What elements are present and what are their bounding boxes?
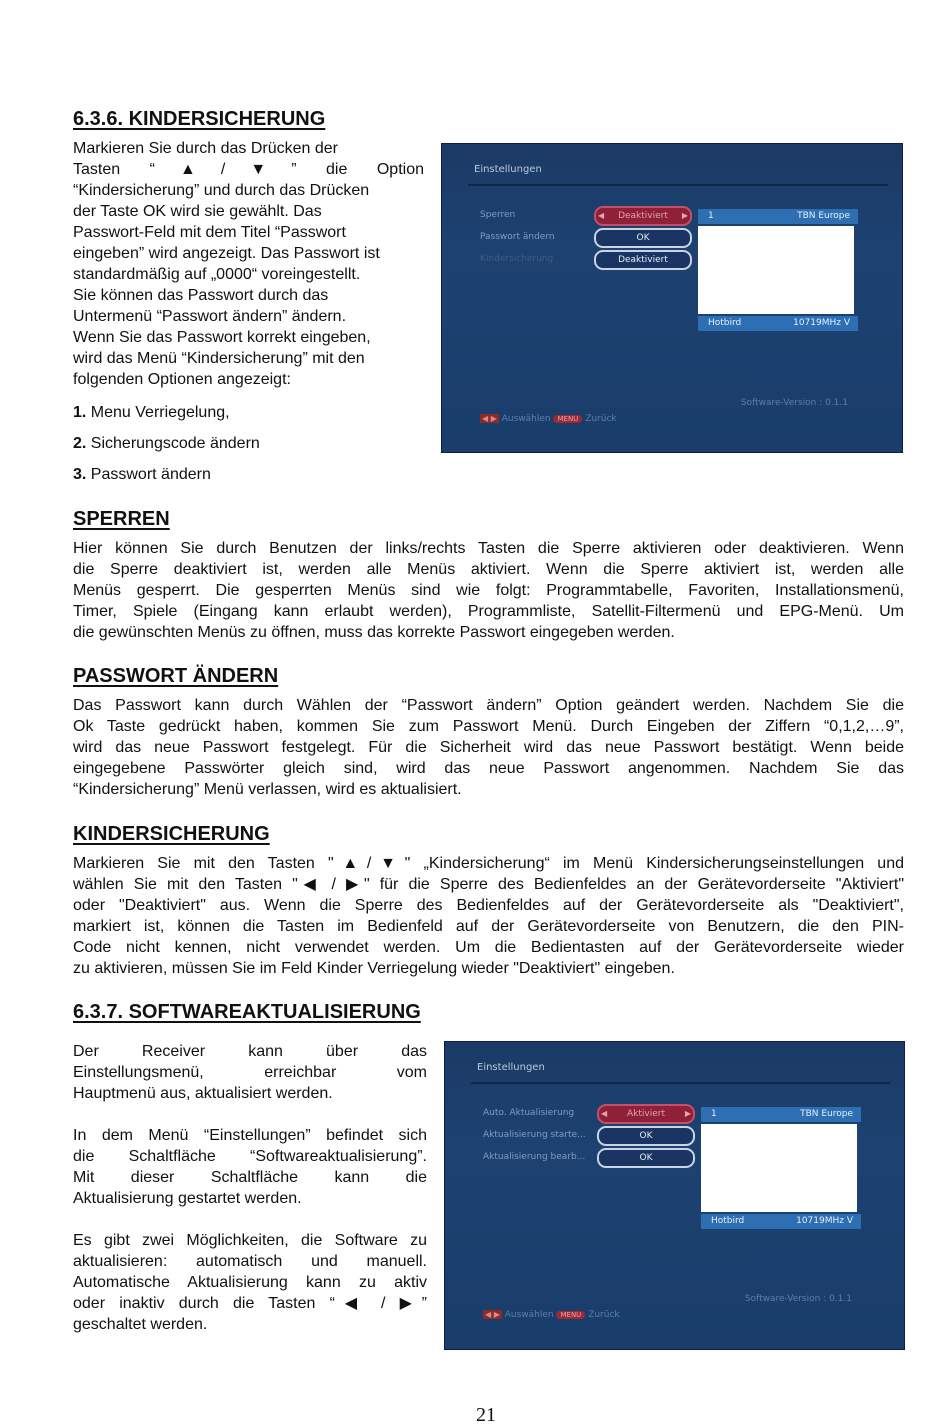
menu-key-icon: MENU xyxy=(556,1311,585,1319)
section-heading-kindersicherung-2: KINDERSICHERUNG xyxy=(73,823,270,845)
footer-select-label: Auswählen xyxy=(504,1310,554,1320)
menu-label: Aktualisierung starte... xyxy=(483,1130,586,1140)
channel-bar-bottom xyxy=(698,316,858,331)
text-line: folgenden Optionen angezeigt: xyxy=(73,371,291,388)
page-number: 21 xyxy=(476,1404,496,1426)
list-item xyxy=(73,464,211,485)
text-line: Markieren Sie durch das Drücken der xyxy=(73,140,339,157)
text-line: Der Receiver kann über das xyxy=(73,1043,427,1060)
text-line: Markieren Sie mit den Tasten "▲/▼" „Kindersicherung“ im Menü Kindersicherungseinstellungen und xyxy=(73,855,904,872)
text-line: wird das neue Passwort festgelegt. Für die Sicherheit wird das neue Passwort bestätigt. Wenn beide xyxy=(73,739,904,756)
intro-paragraph xyxy=(73,138,424,390)
text-line: wird das Menü “Kindersicherung” mit den xyxy=(73,350,365,367)
text-line: Untermenü “Passwort ändern” ändern. xyxy=(73,308,347,325)
text-line: Einstellungsmenü, erreichbar vom xyxy=(73,1064,427,1081)
menu-key-icon: MENU xyxy=(553,415,582,423)
channel-number: 1 xyxy=(711,1109,717,1119)
screen-footer xyxy=(480,414,617,424)
arrow-keys-icon: ◀ ▶ xyxy=(482,414,497,423)
screen-title: Einstellungen xyxy=(477,1062,545,1073)
kinder-paragraph xyxy=(73,853,904,979)
text-line: geschaltet werden. xyxy=(73,1316,208,1333)
text-line: eingegebene Passwörter gleich sind, wird das neue Passwort angenommen. Nachdem Sie das xyxy=(73,760,904,777)
option-pill-selected: ◀ Deaktiviert ▶ xyxy=(594,206,692,226)
settings-screenshot-kindersicherung xyxy=(441,143,903,453)
option-pill: Deaktiviert xyxy=(594,250,692,270)
software-version: Software-Version : 0.1.1 xyxy=(740,398,848,408)
screen-title: Einstellungen xyxy=(474,164,542,175)
text-line: Code nicht kennen, nicht verwendet werden. Um die Bedientasten auf der Gerätevorderseite wieder xyxy=(73,939,904,956)
text-line: oder "Deaktiviert" aus. Wenn die Sperre des Bedienfeldes auf der Gerätevorderseite als "Deaktiviert", xyxy=(73,897,904,914)
text-line: aktualisieren: automatisch und manuell. xyxy=(73,1253,427,1270)
section-heading-softwareaktualisierung: 6.3.7. SOFTWAREAKTUALISIERUNG xyxy=(73,1001,421,1023)
text-line: Ok Taste gedrückt haben, kommen Sie zum Passwort Menü. Durch Eingeben der Ziffern “0,1,2,…9”, xyxy=(73,718,904,735)
text-line: eingeben” wird angezeigt. Das Passwort ist xyxy=(73,245,380,262)
text-line: wählen Sie mit den Tasten "◀ / ▶" für die Sperre des Bedienfeldes an der Gerätevorderseite "Aktiviert" xyxy=(73,876,904,893)
text-line: zu aktivieren, müssen Sie im Feld Kinder Verriegelung wieder "Deaktiviert" eingeben. xyxy=(73,960,675,977)
list-text: Menu Verriegelung, xyxy=(90,404,230,421)
list-text: Sicherungscode ändern xyxy=(90,435,260,452)
software-version: Software-Version : 0.1.1 xyxy=(744,1294,852,1304)
channel-bar-top xyxy=(701,1107,861,1122)
screen-footer xyxy=(483,1310,620,1320)
text-line: Das Passwort kann durch Wählen der “Passwort ändern” Option geändert werden. Nachdem Sie die xyxy=(73,697,904,714)
menu-label: Passwort ändern xyxy=(480,232,555,242)
channel-number: 1 xyxy=(708,211,714,221)
option-pill: OK xyxy=(597,1126,695,1146)
text-line: die Sperre deaktiviert ist, werden alle Menüs aktiviert. Wenn die Sperre aktiviert ist, werden alle xyxy=(73,561,904,578)
text-line: Timer, Spiele (Eingang kann erlaubt werden), Programmliste, Satellit-Filtermenü und EPG-Menü. Um xyxy=(73,603,904,620)
channel-bar-bottom xyxy=(701,1214,861,1229)
software-paragraph-3 xyxy=(73,1230,427,1335)
text-line: oder inaktiv durch die Tasten “◀ / ▶” xyxy=(73,1295,427,1312)
footer-select-label: Auswählen xyxy=(501,414,551,424)
option-pill: OK xyxy=(594,228,692,248)
menu-label: Kindersicherung xyxy=(480,254,554,264)
channel-name: TBN Europe xyxy=(800,1109,853,1119)
option-pill-selected: ◀ Aktiviert ▶ xyxy=(597,1104,695,1124)
list-number: 2. xyxy=(73,435,87,452)
text-line: Aktualisierung gestartet werden. xyxy=(73,1190,302,1207)
section-heading-sperren: SPERREN xyxy=(73,508,170,530)
text-line: die gewünschten Menüs zu öffnen, muss das korrekte Passwort eingegeben werden. xyxy=(73,624,675,641)
text-line: Automatische Aktualisierung kann zu aktiv xyxy=(73,1274,427,1291)
divider xyxy=(471,1082,890,1084)
list-number: 3. xyxy=(73,466,87,483)
software-paragraph-2 xyxy=(73,1125,427,1209)
frequency: 10719MHz V xyxy=(793,318,850,328)
list-item xyxy=(73,433,260,454)
text-line: Sie können das Passwort durch das xyxy=(73,287,329,304)
text-line: standardmäßig auf „0000“ voreingestellt. xyxy=(73,266,361,283)
text-line: die Schaltfläche “Softwareaktualisierung”. xyxy=(73,1148,427,1165)
software-paragraph-1 xyxy=(73,1041,427,1104)
text-line: Hauptmenü aus, aktualisiert werden. xyxy=(73,1085,333,1102)
settings-screenshot-softwareaktualisierung xyxy=(444,1041,905,1350)
text-line: der Taste OK wird sie gewählt. Das xyxy=(73,203,322,220)
footer-back-label: Zurück xyxy=(588,1310,620,1320)
text-line: Tasten “▲/▼” die Option xyxy=(73,161,424,178)
satellite-name: Hotbird xyxy=(711,1216,745,1226)
section-heading-kindersicherung: 6.3.6. KINDERSICHERUNG xyxy=(73,108,326,130)
passwort-paragraph xyxy=(73,695,904,800)
sperren-paragraph xyxy=(73,538,904,643)
satellite-name: Hotbird xyxy=(708,318,742,328)
list-number: 1. xyxy=(73,404,87,421)
arrow-keys-icon: ◀ ▶ xyxy=(485,1310,500,1319)
option-pill: OK xyxy=(597,1148,695,1168)
text-line: Passwort-Feld mit dem Titel “Passwort xyxy=(73,224,346,241)
text-line: Mit dieser Schaltfläche kann die xyxy=(73,1169,427,1186)
text-line: Menüs gesperrt. Die gesperrten Menüs sind wie folgt: Programmtabelle, Favoriten, Installationsmenü, xyxy=(73,582,904,599)
section-heading-passwort-aendern: PASSWORT ÄNDERN xyxy=(73,665,279,687)
preview-box xyxy=(701,1124,857,1212)
preview-box xyxy=(698,226,854,314)
footer-back-label: Zurück xyxy=(585,414,617,424)
list-text: Passwort ändern xyxy=(90,466,211,483)
menu-label: Auto. Aktualisierung xyxy=(483,1108,575,1118)
list-item xyxy=(73,402,230,423)
text-line: Wenn Sie das Passwort korrekt eingeben, xyxy=(73,329,371,346)
frequency: 10719MHz V xyxy=(796,1216,853,1226)
text-line: “Kindersicherung” und durch das Drücken xyxy=(73,182,370,199)
channel-bar-top xyxy=(698,209,858,224)
text-line: In dem Menü “Einstellungen” befindet sich xyxy=(73,1127,427,1144)
menu-label: Aktualisierung bearb... xyxy=(483,1152,586,1162)
text-line: “Kindersicherung” Menü verlassen, wird es aktualisiert. xyxy=(73,781,462,798)
divider xyxy=(468,184,888,186)
text-line: markiert ist, können die Tasten im Bedienfeld auf der Gerätevorderseite von Benutzern, die den PIN- xyxy=(73,918,904,935)
channel-name: TBN Europe xyxy=(797,211,850,221)
text-line: Hier können Sie durch Benutzen der links/rechts Tasten die Sperre aktivieren oder deaktivieren. Wenn xyxy=(73,540,904,557)
menu-label: Sperren xyxy=(480,210,516,220)
text-line: Es gibt zwei Möglichkeiten, die Software zu xyxy=(73,1232,427,1249)
